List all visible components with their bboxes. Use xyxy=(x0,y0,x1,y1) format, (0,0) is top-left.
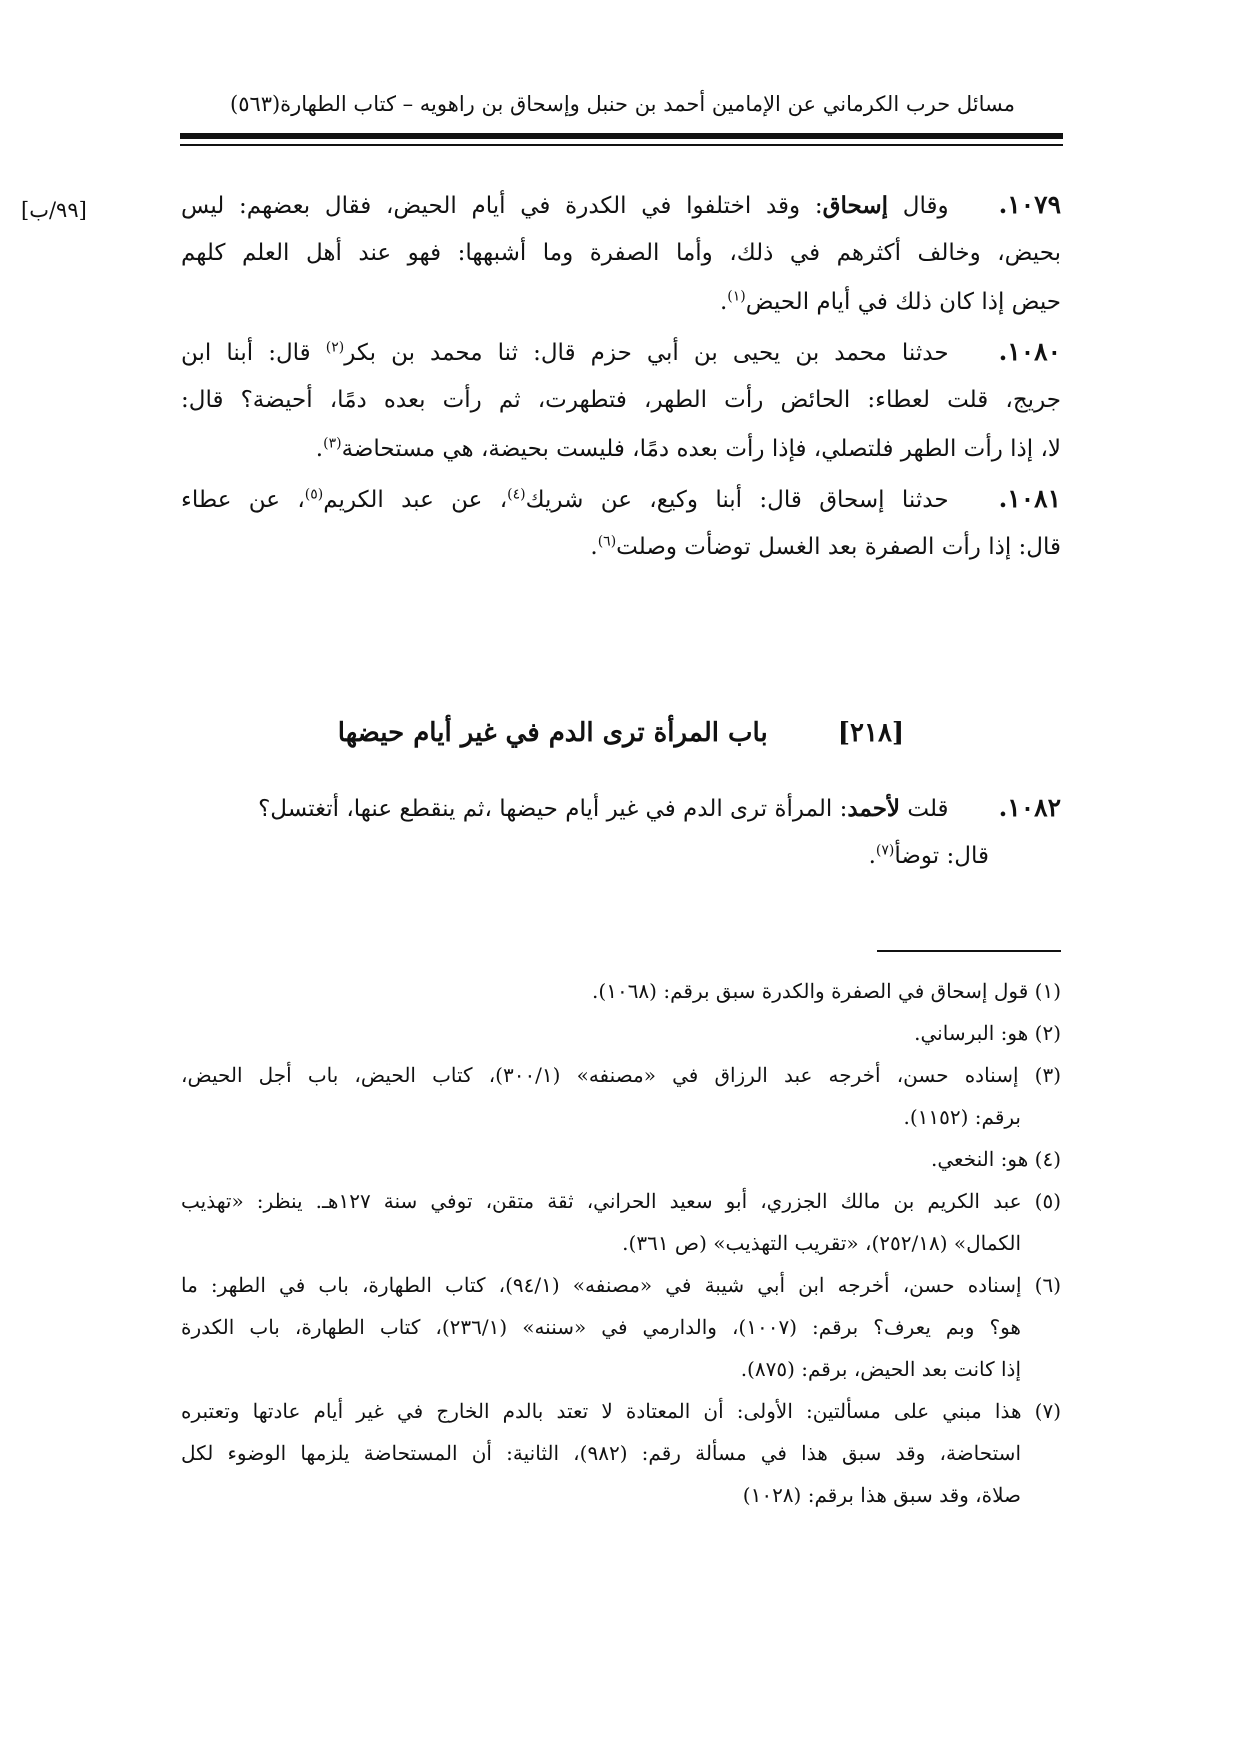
footnote-6-cont: إذا كانت بعد الحيض، برقم: (٨٧٥). xyxy=(740,1357,1021,1381)
header-rule-thin xyxy=(180,144,1063,146)
entry-text: وقال xyxy=(888,193,949,219)
entry-1079 xyxy=(181,180,1061,327)
entry-1081 xyxy=(181,474,1061,572)
entry-line: قال: توضأ$^{(٧)}$. xyxy=(868,842,989,869)
entry-line: حيض إذا كان ذلك في أيام الحيض$^{(١)}$. xyxy=(719,288,1061,315)
footnote-7-cont: صلاة، وقد سبق هذا برقم: (١٠٢٨) xyxy=(742,1483,1021,1507)
footnote-mark[interactable]: (٦) xyxy=(597,533,617,550)
entry-number: ١٠٨٠. xyxy=(998,337,1061,366)
footnote-6-cont: هو؟ وبم يعرف؟ برقم: (١٠٠٧)، والدارمي في «سننه» (٢٣٦/١)، كتاب الطهارة، باب الكدرة xyxy=(181,1315,1021,1339)
footnote-7: (٧) هذا مبني على مسألتين: الأولى: أن المعتادة لا تعتد بالدم الخارج في غير أيام عادتها وتعتبره xyxy=(181,1399,1061,1423)
entry-text: حيض إذا كان ذلك في أيام الحيض xyxy=(745,289,1061,315)
entry-text: حدثنا محمد بن يحيى بن أبي حزم قال: ثنا محمد بن بكر xyxy=(344,340,949,366)
entry-line xyxy=(181,474,1061,523)
entry-text: : وقد اختلفوا في الكدرة في أيام الحيض، فقال بعضهم: ليس xyxy=(181,193,823,219)
entry-text: ، عن عبد الكريم xyxy=(323,487,508,513)
entry-text: حدثنا إسحاق قال: أبنا وكيع، عن شريك xyxy=(525,487,949,513)
footnote-mark[interactable]: (١) xyxy=(727,288,746,305)
header-title: مسائل حرب الكرماني عن الإمامين أحمد بن حنبل وإسحاق بن راهويه – كتاب الطهارة xyxy=(280,92,1015,116)
entry-text: قال: توضأ xyxy=(894,843,989,869)
entry-text: قال: إذا رأت الصفرة بعد الغسل توضأت وصلت xyxy=(616,534,1061,560)
entry-text: لا، إذا رأت الطهر فلتصلي، فإذا رأت بعده دمًا، فليست بحيضة، هي مستحاضة xyxy=(341,436,1061,462)
entry-text: قلت xyxy=(900,796,949,822)
footnote-mark[interactable]: (٣) xyxy=(323,435,342,452)
footnote-mark[interactable]: (٧) xyxy=(875,842,895,859)
entry-line xyxy=(181,783,1061,832)
speaker-name: لأحمد xyxy=(847,795,901,822)
speaker-name: إسحاق xyxy=(822,192,888,219)
footnote-6: (٦) إسناده حسن، أخرجه ابن أبي شيبة في «مصنفه» (٩٤/١)، كتاب الطهارة، باب في الطهر: ما xyxy=(181,1273,1061,1297)
header-rule-thick xyxy=(180,133,1063,139)
entry-number: ١٠٨١. xyxy=(998,484,1061,513)
running-header xyxy=(230,92,1015,126)
entry-line: بحيض، وخالف أكثرهم في ذلك، وأما الصفرة وما أشبهها: فهو عند أهل العلم كلهم xyxy=(181,240,1061,266)
footnote-4: (٤) هو: النخعي. xyxy=(931,1147,1061,1171)
entry-1082 xyxy=(181,783,1061,881)
entry-number: ١٠٧٩. xyxy=(998,190,1061,219)
manuscript-folio-marker: [٩٩/ب] xyxy=(21,198,87,222)
chapter-title: باب المرأة ترى الدم في غير أيام حيضها xyxy=(337,718,768,748)
entry-number: ١٠٨٢. xyxy=(998,793,1061,822)
footnote-5-cont: الكمال» (٢٥٢/١٨)، «تقريب التهذيب» (ص ٣٦١). xyxy=(622,1231,1021,1255)
footnote-7-cont: استحاضة، وقد سبق هذا في مسألة رقم: (٩٨٢)، الثانية: أن المستحاضة يلزمها الوضوء لكل xyxy=(181,1441,1021,1465)
footnote-3-cont: برقم: (١١٥٢). xyxy=(903,1105,1021,1129)
footnote-mark[interactable]: (٢) xyxy=(325,339,345,356)
footnote-mark[interactable]: (٥) xyxy=(304,486,324,503)
entry-line xyxy=(181,180,1061,229)
footnote-separator xyxy=(877,950,1061,952)
entry-line xyxy=(181,327,1061,376)
entry-line: قال: إذا رأت الصفرة بعد الغسل توضأت وصلت$^{(٦)}$. xyxy=(590,533,1061,560)
entry-line: جريج، قلت لعطاء: الحائض رأت الطهر، فتطهرت، ثم رأت بعده دمًا، أحيضة؟ قال: xyxy=(181,387,1061,413)
footnote-5: (٥) عبد الكريم بن مالك الجزري، أبو سعيد الحراني، ثقة متقن، توفي سنة ١٢٧هـ. ينظر: «تهذيب xyxy=(181,1189,1061,1213)
footnotes xyxy=(181,970,1061,1516)
entry-text: قال: أبنا ابن xyxy=(181,340,326,366)
page-number: (٥٦٣) xyxy=(230,92,281,116)
footnote-1: (١) قول إسحاق في الصفرة والكدرة سبق برقم: (١٠٦٨). xyxy=(592,979,1061,1003)
entry-text: : المرأة ترى الدم في غير أيام حيضها ،ثم ينقطع عنها، أتغتسل؟ xyxy=(258,796,848,822)
chapter-number: [٢١٨] xyxy=(837,718,905,748)
entry-1080 xyxy=(181,327,1061,474)
footnote-mark[interactable]: (٤) xyxy=(507,486,526,503)
chapter-heading xyxy=(181,718,1061,748)
entry-line: لا، إذا رأت الطهر فلتصلي، فإذا رأت بعده دمًا، فليست بحيضة، هي مستحاضة$^{(٣)}$. xyxy=(315,435,1061,462)
footnote-3: (٣) إسناده حسن، أخرجه عبد الرزاق في «مصنفه» (٣٠٠/١)، كتاب الحيض، باب أجل الحيض، xyxy=(181,1063,1061,1087)
footnote-2: (٢) هو: البرساني. xyxy=(914,1021,1061,1045)
entry-text: ، عن عطاء xyxy=(181,487,305,513)
